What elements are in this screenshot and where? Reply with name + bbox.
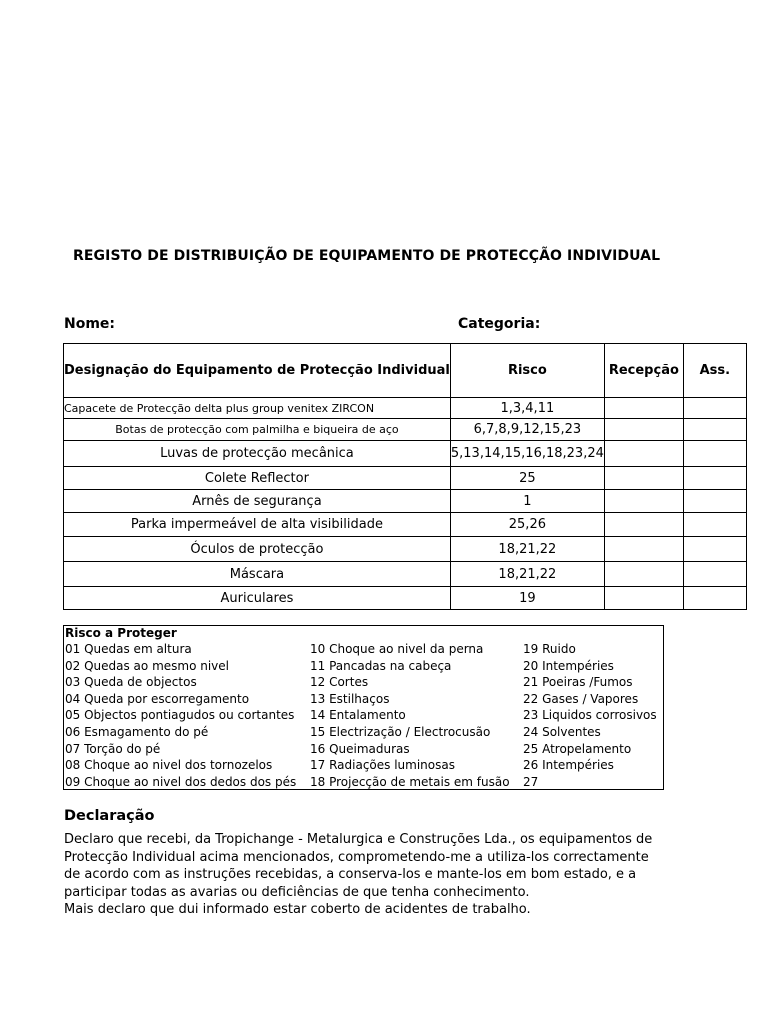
recepcao-cell[interactable] xyxy=(604,562,683,587)
risk-column-2 xyxy=(310,641,510,790)
recepcao-cell[interactable] xyxy=(604,587,683,610)
ass-cell[interactable] xyxy=(683,441,746,467)
declaration-paragraph: Declaro que recebi, da Tropichange - Metalurgica e Construções Lda., os equipamentos de Protecção Individual acima mencionados, comprometendo-me a utiliza-los correctamente de acordo com as instruções recebidas, a conserva-los e mante-los em bom estado, e a participar todas as avarias ou deficiências de que tenha conhecimento. xyxy=(64,832,653,900)
risk-item: 09 Choque ao nivel dos dedos dos pés xyxy=(65,774,297,789)
table-row xyxy=(64,441,747,467)
equipment-name: Máscara xyxy=(64,562,451,587)
risk-item: 22 Gases / Vapores xyxy=(523,691,639,706)
risk-item: 06 Esmagamento do pé xyxy=(65,724,209,739)
equipment-name: Parka impermeável de alta visibilidade xyxy=(64,513,451,537)
risk-item: 03 Queda de objectos xyxy=(65,675,197,690)
recepcao-cell[interactable] xyxy=(604,490,683,513)
risk-item: 10 Choque ao nivel da perna xyxy=(310,642,484,656)
table-row xyxy=(64,562,747,587)
equipment-name: Capacete de Protecção delta plus group venitex ZIRCON xyxy=(64,398,451,419)
equipment-risks: 18,21,22 xyxy=(450,537,604,562)
risk-column-3 xyxy=(523,641,657,790)
risk-item: 04 Queda por escorregamento xyxy=(65,691,250,706)
risk-item: 20 Intempéries xyxy=(523,658,614,673)
risk-item: 13 Estilhaços xyxy=(310,691,390,706)
table-row xyxy=(64,419,747,441)
equipment-name: Botas de protecção com palmilha e biqueira de aço xyxy=(64,419,451,441)
ass-cell[interactable] xyxy=(683,490,746,513)
equipment-risks: 19 xyxy=(450,587,604,610)
risk-item: 19 Ruido xyxy=(523,642,576,656)
equipment-risks: 25 xyxy=(450,467,604,490)
category-label: Categoria: xyxy=(458,316,541,332)
ass-cell[interactable] xyxy=(683,562,746,587)
recepcao-cell[interactable] xyxy=(604,467,683,490)
equipment-risks: 6,7,8,9,12,15,23 xyxy=(450,419,604,441)
ass-cell[interactable] xyxy=(683,467,746,490)
recepcao-cell[interactable] xyxy=(604,441,683,467)
risk-item: 11 Pancadas na cabeça xyxy=(310,658,452,673)
risk-column-1 xyxy=(65,641,296,790)
ass-cell[interactable] xyxy=(683,398,746,419)
epi-table xyxy=(63,343,747,610)
equipment-risks: 25,26 xyxy=(450,513,604,537)
equipment-risks: 18,21,22 xyxy=(450,562,604,587)
declaration-title: Declaração xyxy=(64,808,155,824)
equipment-name: Arnês de segurança xyxy=(64,490,451,513)
recepcao-cell[interactable] xyxy=(604,398,683,419)
risk-item: 26 Intempéries xyxy=(523,758,614,773)
risk-legend-box xyxy=(63,625,664,790)
table-row xyxy=(64,398,747,419)
equipment-risks: 1,3,4,11 xyxy=(450,398,604,419)
risk-legend-title: Risco a Proteger xyxy=(65,626,177,640)
risk-item: 01 Quedas em altura xyxy=(65,642,192,656)
declaration-body xyxy=(64,831,664,919)
recepcao-cell[interactable] xyxy=(604,419,683,441)
header-risco: Risco xyxy=(450,344,604,398)
risk-item: 21 Poeiras /Fumos xyxy=(523,675,633,690)
equipment-risks: 1 xyxy=(450,490,604,513)
table-row xyxy=(64,513,747,537)
risk-item: 23 Liquidos corrosivos xyxy=(523,708,657,723)
ass-cell[interactable] xyxy=(683,587,746,610)
name-label: Nome: xyxy=(64,316,116,332)
risk-item: 12 Cortes xyxy=(310,675,369,690)
risk-item: 14 Entalamento xyxy=(310,708,406,723)
equipment-name: Auriculares xyxy=(64,587,451,610)
risk-item: 18 Projecção de metais em fusão xyxy=(310,774,510,789)
table-row xyxy=(64,537,747,562)
risk-item: 27 xyxy=(523,774,539,789)
risk-item: 25 Atropelamento xyxy=(523,741,632,756)
risk-item: 02 Quedas ao mesmo nivel xyxy=(65,658,229,673)
ass-cell[interactable] xyxy=(683,537,746,562)
header-designacao: Designação do Equipamento de Protecção Individual xyxy=(64,344,451,398)
header-recepcao: Recepção xyxy=(604,344,683,398)
equipment-name: Colete Reflector xyxy=(64,467,451,490)
equipment-name: Luvas de protecção mecânica xyxy=(64,441,451,467)
ass-cell[interactable] xyxy=(683,419,746,441)
table-row xyxy=(64,587,747,610)
table-row xyxy=(64,467,747,490)
table-row xyxy=(64,490,747,513)
equipment-name: Óculos de protecção xyxy=(64,537,451,562)
risk-item: 24 Solventes xyxy=(523,724,601,739)
recepcao-cell[interactable] xyxy=(604,537,683,562)
recepcao-cell[interactable] xyxy=(604,513,683,537)
risk-item: 07 Torção do pé xyxy=(65,741,161,756)
equipment-risks: 5,13,14,15,16,18,23,24 xyxy=(450,441,604,467)
risk-item: 15 Electrização / Electrocusão xyxy=(310,724,491,739)
risk-item: 16 Queimaduras xyxy=(310,741,410,756)
table-header-row xyxy=(64,344,747,398)
risk-item: 17 Radiações luminosas xyxy=(310,758,455,773)
ass-cell[interactable] xyxy=(683,513,746,537)
risk-item: 08 Choque ao nivel dos tornozelos xyxy=(65,758,273,773)
declaration-paragraph: Mais declaro que dui informado estar coberto de acidentes de trabalho. xyxy=(64,902,531,917)
header-ass: Ass. xyxy=(683,344,746,398)
document-title: REGISTO DE DISTRIBUIÇÃO DE EQUIPAMENTO DE PROTECÇÃO INDIVIDUAL xyxy=(73,248,661,264)
risk-item: 05 Objectos pontiagudos ou cortantes xyxy=(65,708,295,723)
